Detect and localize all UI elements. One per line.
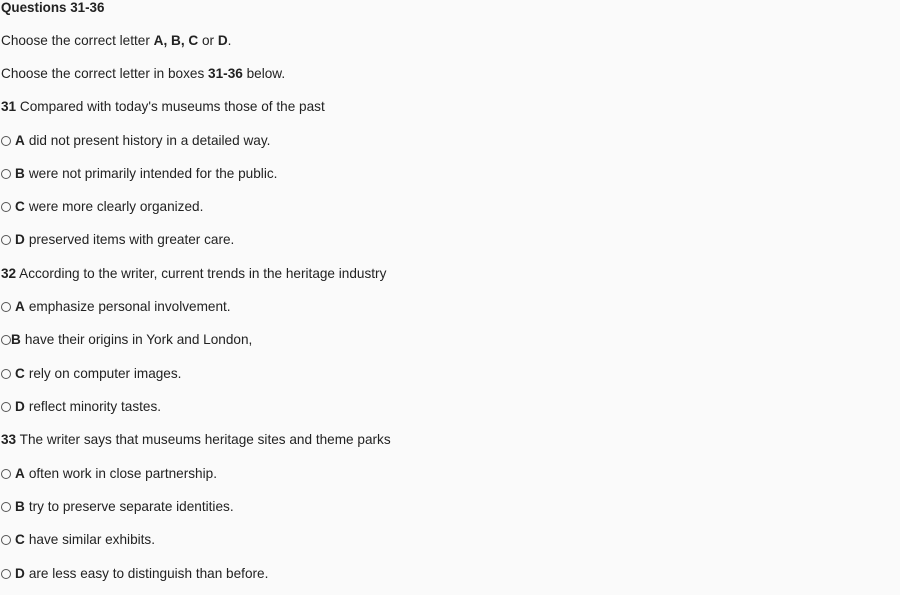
radio-circle-icon[interactable]	[1, 469, 11, 479]
option-31-b[interactable]	[1, 165, 277, 183]
radio-circle-icon[interactable]	[1, 302, 11, 312]
option-letter: A	[15, 466, 25, 481]
radio-circle-icon[interactable]	[1, 402, 11, 412]
option-letter: C	[15, 532, 25, 547]
option-text: have similar exhibits.	[28, 532, 155, 547]
option-33-c[interactable]	[1, 531, 155, 549]
instruction-2-suffix: below.	[242, 66, 286, 81]
question-31	[1, 98, 325, 116]
option-text: often work in close partnership.	[28, 466, 217, 481]
option-letter: D	[15, 232, 25, 247]
option-letter: D	[15, 399, 25, 414]
option-33-d[interactable]	[1, 565, 268, 583]
option-33-b[interactable]	[1, 498, 234, 516]
radio-circle-icon[interactable]	[1, 202, 11, 212]
question-number: 31	[1, 99, 17, 114]
question-text: Compared with today's museums those of the past	[16, 99, 325, 114]
radio-circle-icon[interactable]	[1, 535, 11, 545]
option-letter: A	[15, 299, 25, 314]
instruction-line-1	[1, 32, 231, 50]
option-32-a[interactable]	[1, 298, 231, 316]
option-text: are less easy to distinguish than before.	[28, 566, 269, 581]
instruction-1-suffix: .	[227, 33, 232, 48]
question-32	[1, 265, 386, 283]
radio-circle-icon[interactable]	[1, 335, 11, 345]
option-text: did not present history in a detailed way.	[28, 133, 271, 148]
question-text: The writer says that museums heritage sites and theme parks	[16, 432, 391, 447]
option-31-a[interactable]	[1, 132, 270, 150]
option-letter: C	[15, 199, 25, 214]
option-32-c[interactable]	[1, 365, 181, 383]
option-letter: C	[15, 366, 25, 381]
option-letter: A	[15, 133, 25, 148]
radio-circle-icon[interactable]	[1, 235, 11, 245]
option-text: were more clearly organized.	[28, 199, 204, 214]
option-text: try to preserve separate identities.	[28, 499, 234, 514]
radio-circle-icon[interactable]	[1, 569, 11, 579]
question-33	[1, 431, 391, 449]
radio-circle-icon[interactable]	[1, 136, 11, 146]
option-32-d[interactable]	[1, 398, 161, 416]
instruction-2-range: 31-36	[208, 66, 243, 81]
option-letter: B	[15, 166, 25, 181]
radio-circle-icon[interactable]	[1, 369, 11, 379]
question-text: According to the writer, current trends in the heritage industry	[16, 266, 387, 281]
option-text: were not primarily intended for the public.	[28, 166, 278, 181]
option-text: have their origins in York and London,	[24, 332, 253, 347]
option-33-a[interactable]	[1, 465, 217, 483]
option-letter: D	[15, 566, 25, 581]
option-31-c[interactable]	[1, 198, 203, 216]
radio-circle-icon[interactable]	[1, 502, 11, 512]
instruction-1-letters: A, B, C	[153, 33, 199, 48]
option-text: emphasize personal involvement.	[28, 299, 231, 314]
radio-circle-icon[interactable]	[1, 169, 11, 179]
option-31-d[interactable]	[1, 231, 234, 249]
option-text: preserved items with greater care.	[28, 232, 235, 247]
instruction-1-last: D	[217, 33, 228, 48]
question-number: 32	[1, 266, 17, 281]
instruction-1-mid: or	[198, 33, 218, 48]
instruction-line-2	[1, 65, 285, 83]
option-letter: B	[11, 332, 21, 347]
instruction-2-prefix: Choose the correct letter in boxes	[1, 66, 209, 81]
question-number: 33	[1, 432, 17, 447]
option-letter: B	[15, 499, 25, 514]
option-text: reflect minority tastes.	[28, 399, 162, 414]
option-32-b[interactable]	[1, 331, 252, 349]
section-title: Questions 31-36	[1, 0, 105, 15]
instruction-1-prefix: Choose the correct letter	[1, 33, 154, 48]
option-text: rely on computer images.	[28, 366, 182, 381]
